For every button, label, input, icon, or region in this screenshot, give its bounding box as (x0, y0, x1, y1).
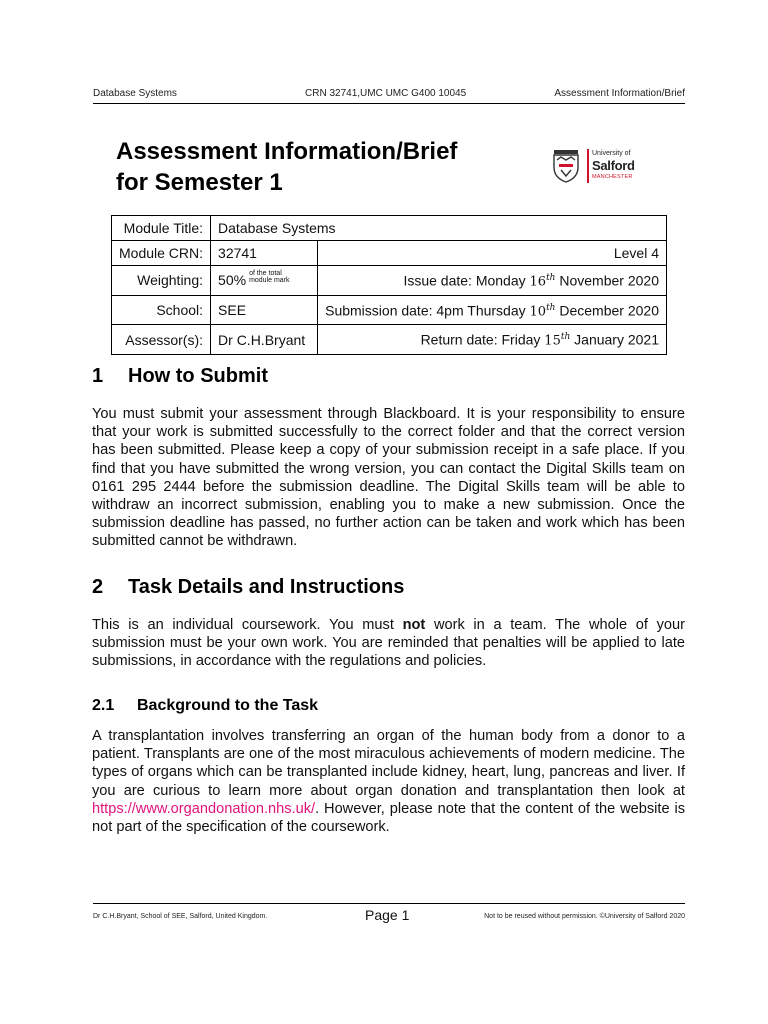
page-number: Page 1 (365, 907, 410, 923)
university-logo (540, 140, 650, 194)
level-value: Level 4 (318, 241, 667, 266)
issue-rest: November 2020 (559, 272, 659, 289)
logo-line-2: Salford (592, 158, 635, 173)
return-suffix: th (560, 332, 571, 343)
assessment-info-table (111, 215, 667, 355)
weighting-note-2: module mark (249, 277, 290, 285)
issue-prefix: Issue date: Monday (403, 272, 526, 289)
organdonation-link[interactable]: https://www.organdonation.nhs.uk/ (92, 800, 316, 817)
assessor-label: Assessor(s): (112, 325, 211, 355)
section-2-1-body (92, 727, 685, 836)
weighting-cell (211, 266, 318, 296)
header-rule (93, 103, 685, 104)
school-label: School: (112, 295, 211, 325)
table-row (112, 216, 667, 241)
title-line-1: Assessment Information/Brief (116, 138, 458, 165)
section-2-heading (92, 576, 404, 599)
section-2-text-a: This is an individual coursework. You must (92, 617, 403, 633)
section-2-body (92, 616, 685, 671)
header-left: Database Systems (93, 88, 177, 99)
table-row (112, 295, 667, 325)
weighting-note (249, 270, 289, 284)
title-line-2: for Semester 1 (116, 169, 283, 196)
logo-line-1: University of (592, 150, 631, 157)
table-row (112, 266, 667, 296)
school-value: SEE (211, 295, 318, 325)
section-title: How to Submit (128, 365, 268, 387)
weighting-note-1: of the total (249, 270, 282, 278)
footer-left: Dr C.H.Bryant, School of SEE, Salford, United Kingdom. (93, 913, 268, 920)
emphasis-not: not (402, 617, 426, 633)
submission-rest: December 2020 (559, 302, 659, 319)
section-2-1-text-b: . However, please note that the content of the website is not part of the specification of the coursework. (92, 800, 685, 836)
module-title-value: Database Systems (211, 216, 667, 241)
footer-right: Not to be reused without permission. ©University of Salford 2020 (484, 913, 685, 920)
section-title: Background to the Task (137, 697, 319, 714)
return-date (318, 325, 667, 355)
return-prefix: Return date: Friday (420, 331, 541, 348)
section-2-text-b: work in a team. The whole of your submission must be your own work. You are reminded that penalties will be applied to late submissions, in accordance with the regulations and policies. (92, 617, 686, 670)
weighting-value: 50% (218, 272, 247, 289)
return-rest: January 2021 (574, 331, 659, 348)
submission-day: 10 (529, 304, 547, 320)
module-crn-label: Module CRN: (112, 241, 211, 266)
module-title-label: Module Title: (112, 216, 211, 241)
section-number: 2.1 (92, 697, 115, 714)
section-number: 2 (92, 576, 104, 598)
table-row (112, 241, 667, 266)
logo-divider (587, 149, 589, 183)
logo-line-3: MANCHESTER (592, 174, 633, 180)
weighting-label: Weighting: (112, 266, 211, 296)
submission-prefix: Submission date: 4pm Thursday (325, 302, 526, 319)
assessor-value: Dr C.H.Bryant (211, 325, 318, 355)
submission-date (318, 295, 667, 325)
module-crn-value: 32741 (211, 241, 318, 266)
issue-suffix: th (546, 273, 556, 283)
crest-icon (552, 149, 580, 183)
section-1-body: You must submit your assessment through Blackboard. It is your responsibility to ensure that your work is submitted successfully to the correct folder and that the correct version has been submitted. Please keep a copy of your submission receipt in a safe place. If you find that you have submitted the wrong version, you can contact the Digital Skills team on 0161 295 2444 before the submission deadline. The Digital Skills team will be able to withdraw an incorrect submission, enabling you to make a new submission. Once the submission deadline has passed, no further action can be taken and work which has been submitted cannot be withdrawn. (92, 406, 685, 550)
footer-rule (93, 903, 685, 904)
section-title: Task Details and Instructions (128, 576, 405, 598)
section-number: 1 (92, 365, 104, 387)
header-center: CRN 32741,UMC UMC G400 10045 (305, 88, 467, 99)
submission-suffix: th (546, 302, 556, 313)
section-2-1-heading (92, 697, 318, 715)
section-1-heading (92, 365, 268, 388)
header-right: Assessment Information/Brief (554, 88, 685, 99)
issue-day: 16 (529, 274, 547, 290)
return-day: 15 (544, 333, 561, 349)
document-title (116, 136, 457, 198)
issue-date (318, 266, 667, 296)
table-row (112, 325, 667, 355)
section-2-1-text-a: A transplantation involves transferring an organ of the human body from a donor to a patient. Transplants are one of the most miraculous achievements of modern medicine. The types of organs which can be transplanted include kidney, heart, lung, pancreas and liver. If you are curious to learn more about organ donation and transplantation then look at (92, 728, 685, 799)
